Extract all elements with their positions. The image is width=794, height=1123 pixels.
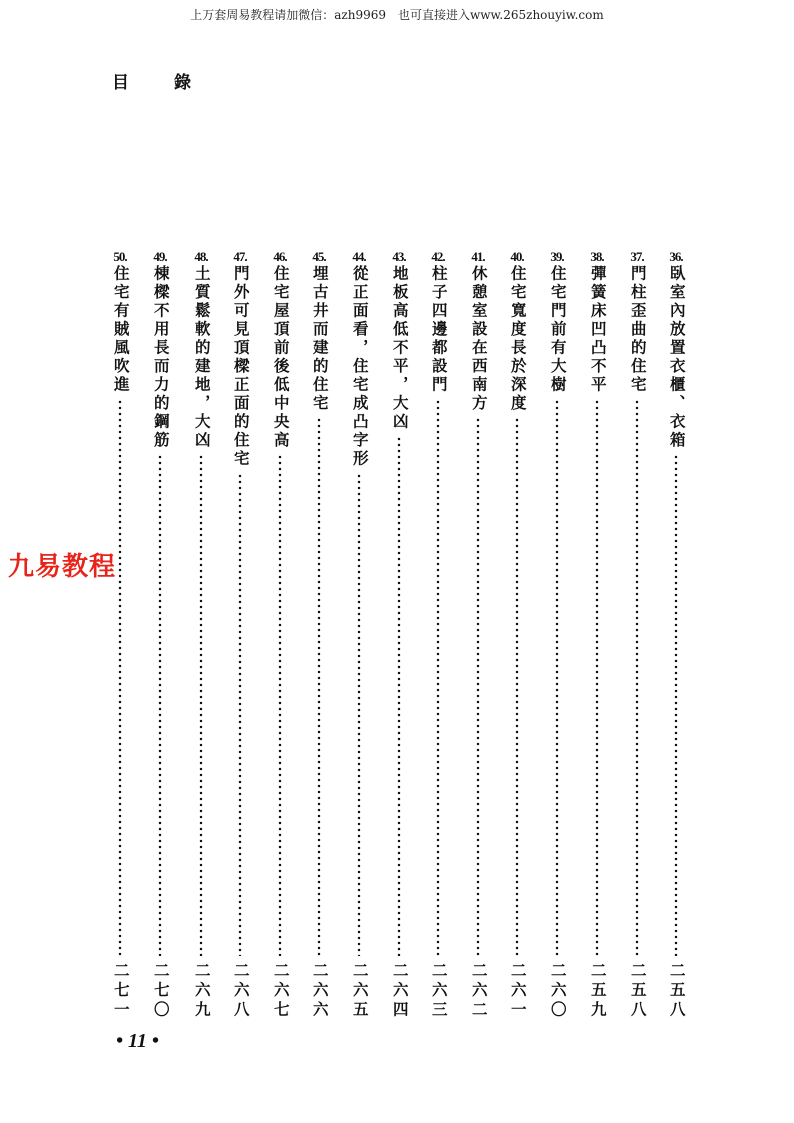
toc-entry: [268, 250, 292, 1020]
entry-title: 門外可見頂樑正面的住宅: [231, 265, 250, 469]
toc-entry: [625, 250, 649, 1020]
entry-number: 39.: [550, 249, 564, 264]
entry-page: 二六二: [469, 961, 488, 1020]
entry-number: 48.: [194, 249, 208, 264]
entry-number: 47.: [233, 249, 247, 264]
page-title: 目 錄: [112, 73, 205, 93]
entry-title: 從正面看，住宅成凸字形: [350, 265, 369, 469]
entry-page: 二六八: [231, 961, 250, 1020]
dot-leader: [476, 417, 480, 956]
entry-page: 二五九: [588, 961, 607, 1020]
entry-page: 二六〇: [548, 961, 567, 1020]
entry-page: 二七一: [111, 961, 130, 1020]
entry-number: 45.: [312, 249, 326, 264]
entry-number: 42.: [431, 249, 445, 264]
toc-entry: [108, 250, 132, 1020]
entry-number: 49.: [153, 249, 167, 264]
entry-page: 二六七: [271, 961, 290, 1020]
toc-entry: [585, 250, 609, 1020]
dot-leader: [397, 436, 401, 956]
entry-title: 地板高低不平，大凶: [390, 265, 409, 432]
entry-number: 38.: [590, 249, 604, 264]
dot-leader: [317, 417, 321, 956]
dot-leader: [635, 399, 639, 956]
entry-number: 37.: [630, 249, 644, 264]
dot-leader: [158, 454, 162, 956]
toc-entry: [505, 250, 529, 1020]
entry-title: 臥室內放置衣櫃、衣箱: [667, 265, 686, 450]
entry-number: 40.: [510, 249, 524, 264]
entry-title: 棟樑不用長而力的鋼筋: [151, 265, 170, 450]
toc-entry: [664, 250, 688, 1020]
dot-leader: [555, 399, 559, 956]
entry-number: 44.: [352, 249, 366, 264]
toc-entry: [466, 250, 490, 1020]
entry-number: 43.: [392, 249, 406, 264]
entry-page: 二七〇: [151, 961, 170, 1020]
page-header: 上万套周易教程请加微信：azh9969 也可直接进入www.265zhouyiw.com: [190, 8, 604, 22]
toc-entry: [148, 250, 172, 1020]
entry-page: 二六六: [310, 961, 329, 1020]
toc-entry: [387, 250, 411, 1020]
entry-page: 二五八: [667, 961, 686, 1020]
entry-title: 住宅寬度長於深度: [508, 265, 527, 413]
entry-title: 埋古井而建的住宅: [310, 265, 329, 413]
dot-leader: [357, 473, 361, 956]
entry-title: 土質鬆軟的建地，大凶: [192, 265, 211, 450]
dot-leader: [118, 399, 122, 956]
entry-page: 二六五: [350, 961, 369, 1020]
dot-leader: [515, 417, 519, 956]
toc-entry: [189, 250, 213, 1020]
entry-title: 住宅有賊風吹進: [111, 265, 130, 395]
entry-title: 門柱歪曲的住宅: [628, 265, 647, 395]
toc-entry: [347, 250, 371, 1020]
entry-page: 二六四: [390, 961, 409, 1020]
dot-leader: [199, 454, 203, 956]
toc-entry: [228, 250, 252, 1020]
entry-title: 休憩室設在西南方: [469, 265, 488, 413]
entry-title: 柱子四邊都設門: [429, 265, 448, 395]
entry-number: 46.: [273, 249, 287, 264]
entry-title: 住宅屋頂前後低中央高: [271, 265, 290, 450]
entry-number: 36.: [669, 249, 683, 264]
entry-page: 二五八: [628, 961, 647, 1020]
entry-number: 50.: [113, 249, 127, 264]
dot-leader: [278, 454, 282, 956]
entry-page: 二六三: [429, 961, 448, 1020]
dot-leader: [595, 399, 599, 956]
entry-number: 41.: [471, 249, 485, 264]
entry-page: 二六一: [508, 961, 527, 1020]
watermark: 九易教程: [8, 552, 117, 582]
dot-leader: [238, 473, 242, 956]
toc-entry: [545, 250, 569, 1020]
dot-leader: [674, 454, 678, 956]
entry-title: 住宅門前有大樹: [548, 265, 567, 395]
entry-title: 彈簧床凹凸不平: [588, 265, 607, 395]
toc-entry: [307, 250, 331, 1020]
dot-leader: [436, 399, 440, 956]
toc-entry: [426, 250, 450, 1020]
page-number: • 11 •: [116, 1030, 159, 1052]
entry-page: 二六九: [192, 961, 211, 1020]
